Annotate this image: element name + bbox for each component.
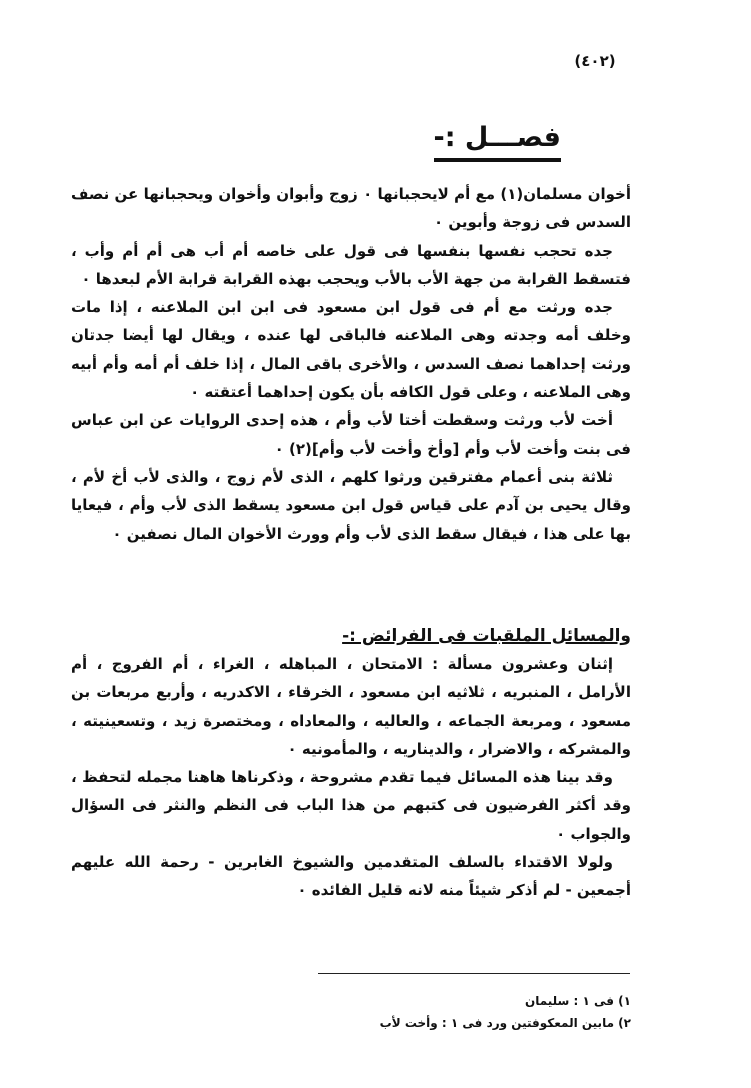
footnote: ١) فى ١ : سليمان — [524, 994, 631, 1008]
footnote-divider — [318, 973, 630, 974]
body-text-section-2 — [71, 650, 631, 905]
paragraph: أخوان مسلمان(١) مع أم لايحجبانها ٠ زوج وأبوان وأخوان ويحجبانها عن نصف السدس فى زوجة وأبوين ٠ — [71, 185, 631, 232]
subheading — [71, 622, 631, 650]
paragraph: جده تحجب نفسها بنفسها فى قول على خاصه أم أب هى أم أم وأب ، فتسقط القرابة من جهة الأب بالأب ويحجب بهذه القرابة قرابة الأم لبعدها ٠ — [71, 241, 631, 288]
paragraph: أخت لأب ورثت وسقطت أختا لأب وأم ، هذه إحدى الروايات عن ابن عباس فى بنت وأخت لأب وأم [وأخ وأخت لأب وأم](٢) ٠ — [71, 411, 631, 458]
paragraph: وقد بينا هذه المسائل فيما تقدم مشروحة ، وذكرناها هاهنا مجمله لتحفظ ، وقد أكثر الفرضيون فى كتبهم من هذا الباب فى النظم والنثر فى السؤال والجواب ٠ — [71, 768, 631, 843]
footnote: ٢) مابين المعكوفتين ورد فى ١ : وأخت لأب — [379, 1016, 631, 1030]
paragraph: ولولا الاقتداء بالسلف المتقدمين والشيوخ الغابرين - رحمة الله عليهم أجمعين - لم أذكر شيئاً منه لانه قليل الفائده ٠ — [71, 853, 631, 900]
paragraph: ثلاثة بنى أعمام مفترقين ورثوا كلهم ، الذى لأم زوج ، والذى لأب أخ لأم ، وقال يحيى بن آدم على قياس قول ابن مسعود يسقط الذى لأب وأم ، فيعايا بها على هذا ، فيقال سقط الذى لأب وأم وورث الأخوان المال نصفين ٠ — [71, 467, 631, 543]
subheading-text: والمسائل الملقبات فى الفرائض :- — [342, 626, 631, 646]
body-text-section-1 — [71, 180, 631, 548]
paragraph: إثنان وعشرون مسألة : الامتحان ، المباهله ، الغراء ، أم الفروج ، أم الأرامل ، المنبريه ، ثلاثيه ابن مسعود ، الخرقاء ، الاكدريه ، وأربع مربعات بن مسعود ، ومربعة الجماعه ، والعاليه ، والمعاداه ، ومختصرة زيد ، وتسعينيته ، والمشركه ، والاضرار ، والديناريه ، والمأمونيه ٠ — [71, 655, 631, 758]
footnotes — [71, 990, 631, 1034]
page-number: (٤٠٢) — [574, 52, 616, 70]
section-heading: فصـــل :- — [434, 120, 561, 162]
paragraph: جده ورثت مع أم فى قول ابن مسعود فى ابن ابن الملاعنه ، إذا مات وخلف أمه وجدته وهى الملاعنه فالباقى لها عنده ، ويقال لها أيضا جدتان ورثت إحداهما نصف السدس ، والأخرى باقى المال ، إذا خلف أم أمه وأم أبيه وهى الملاعنه ، وعلى قول الكافه بأن يكون إحداهما أعتقته ٠ — [71, 298, 631, 402]
